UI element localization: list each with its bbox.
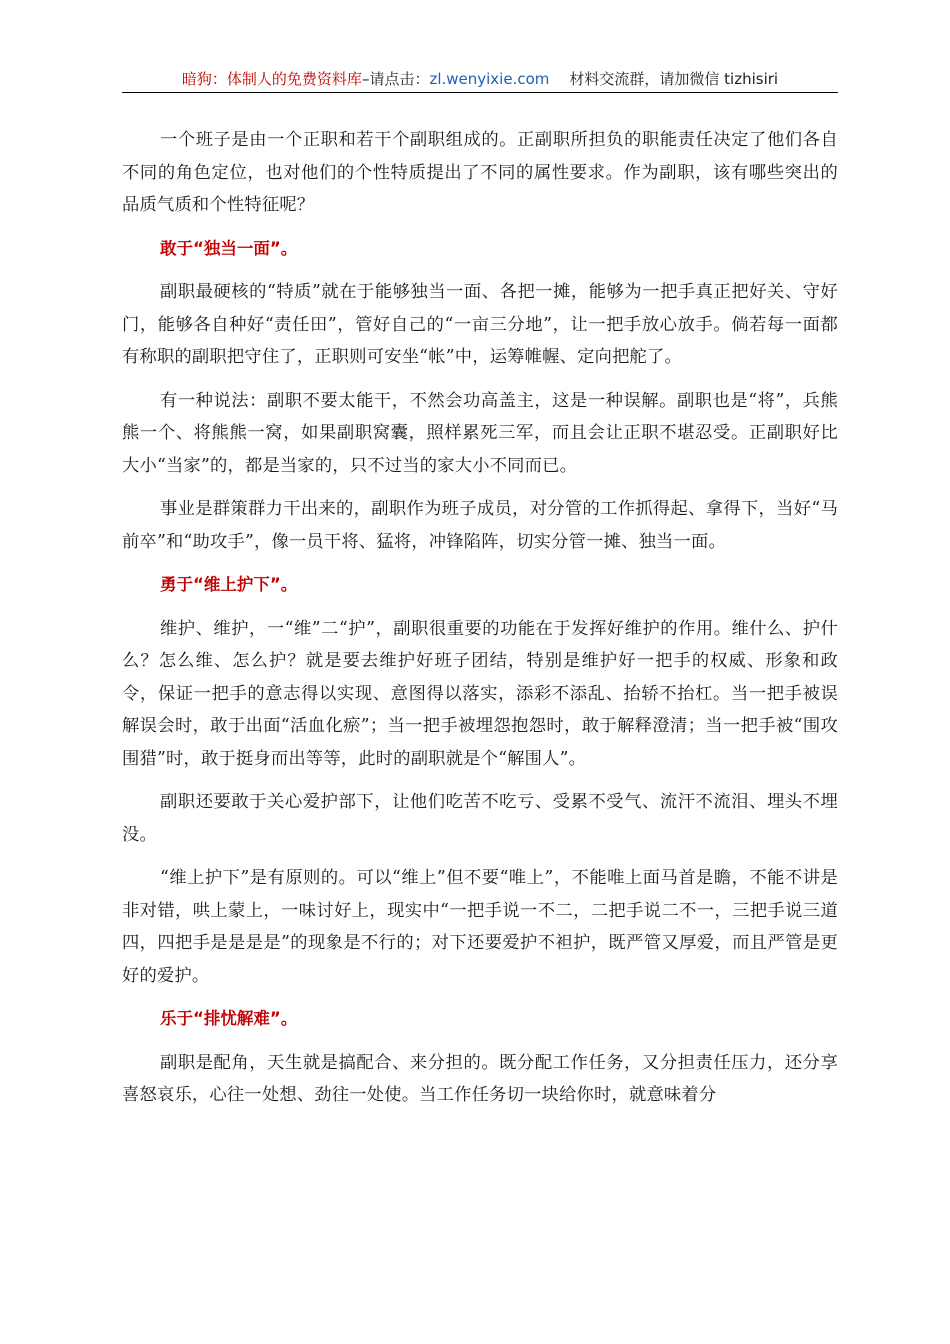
section-heading-2: 勇于“维上护下”。 [160,575,298,594]
header-click-prompt: –请点击： [361,70,430,88]
section-heading-1: 敢于“独当一面”。 [160,238,298,258]
article-body [122,124,838,1123]
intro-paragraph: 一个班子是由一个正职和若干个副职组成的。正副职所担负的职能责任决定了他们各自不同的角色定位，也对他们的个性特质提出了不同的属性要求。作为副职，该有哪些突出的品质气质和个性特征呢？ [122,130,838,215]
section3-paragraph-1: 副职是配角，天生就是搞配合、来分担的。既分配工作任务，又分担责任压力，还分享喜怒哀乐，心往一处想、劲往一处使。当工作任务切一块给你时，就意味着分 [122,1052,838,1105]
section2-paragraph-3: “维上护下”是有原则的。可以“维上”但不要“唯上”，不能唯上面马首是瞻，不能不讲是非对错，哄上蒙上，一味讨好上，现实中“一把手说一不二，二把手说二不一，三把手说三道四，四把手是是是是”的现象是不行的；对下还要爱护不袒护，既严管又厚爱，而且严管是更好的爱护。 [122,868,838,986]
header-url-link[interactable]: zl.wenyixie.com [429,70,550,88]
section1-paragraph-2: 有一种说法：副职不要太能干，不然会功高盖主，这是一种误解。副职也是“将”，兵熊熊一个、将熊熊一窝，如果副职窝囊，照样累死三军，而且会让正职不堪忍受。正副职好比大小“当家”的，都是当家的，只不过当的家大小不同而已。 [122,390,838,476]
section1-paragraph-1: 副职最硬核的“特质”就在于能够独当一面、各把一摊，能够为一把手真正把好关、守好门，能够各自种好“责任田”，管好自己的“一亩三分地”，让一把手放心放手。倘若每一面都有称职的副职把守住了，正职则可安坐“帐”中，运筹帷幄、定向把舵了。 [122,282,838,367]
section1-paragraph-3: 事业是群策群力干出来的，副职作为班子成员，对分管的工作抓得起、拿得下，当好“马前卒”和“助攻手”，像一员干将、猛将，冲锋陷阵，切实分管一摊、独当一面。 [122,499,838,552]
section2-paragraph-1: 维护、维护，一“维”二“护”，副职很重要的功能在于发挥好维护的作用。维什么、护什么？怎么维、怎么护？就是要去维护好班子团结，特别是维护好一把手的权威、形象和政令，保证一把手的意志得以实现、意图得以落实，添彩不添乱、抬轿不抬杠。当一把手被误解误会时，敢于出面“活血化瘀”；当一把手被埋怨抱怨时，敢于解释澄清；当一把手被“围攻围猎”时，敢于挺身而出等等，此时的副职就是个“解围人”。 [122,618,838,769]
header-wechat-note: 材料交流群，请加微信 tizhisiri [569,70,779,88]
page-header [122,66,838,93]
section2-paragraph-2: 副职还要敢于关心爱护部下，让他们吃苦不吃亏、受累不受气、流汗不流泪、埋头不埋没。 [122,792,838,845]
section-heading-3: 乐于“排忧解难”。 [160,1009,298,1028]
header-brand: 暗狗：体制人的免费资料库 [181,70,362,88]
